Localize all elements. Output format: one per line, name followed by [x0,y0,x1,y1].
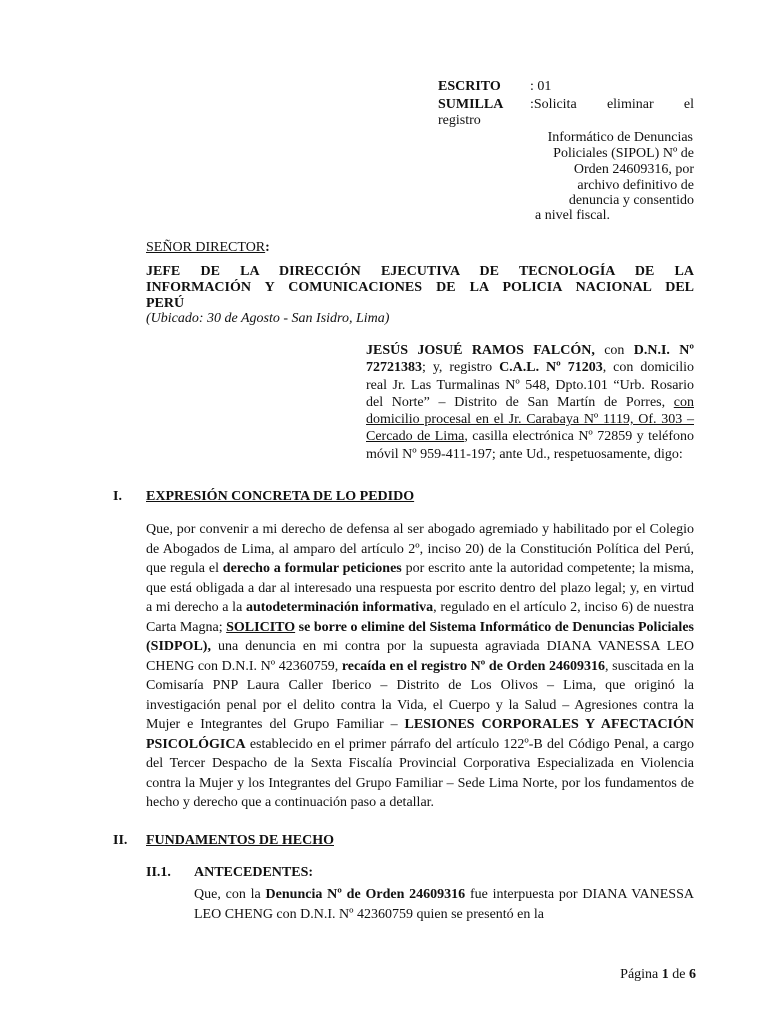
s1-bold-lesiones: LESIONES CORPORALES Y AFECTACIÓN PSICOLÓGICA [146,717,694,752]
section-2-paragraph [194,885,694,925]
sumilla-line-1: registro [438,113,481,128]
page-total: 6 [689,967,696,982]
sumilla-line-3: Policiales (SIPOL) Nº de [553,146,694,161]
subsection-title: ANTECEDENTES: [194,865,314,880]
s1-bold-autodeterminacion: autodeterminación informativa [245,600,434,615]
section-2-number: II. [113,833,128,848]
salutation-text: SEÑOR DIRECTOR [146,240,266,255]
sumilla-line-7: a nivel fiscal. [535,208,611,223]
section-1-paragraph [146,520,694,813]
petitioner-text-4: , casilla electrónica Nº 72859 y teléfono móvil Nº 959-411-197; ante Ud., respetuosamente, digo: [366,429,694,462]
s1-text-2: por escrito ante la autoridad competente; la misma, que está obligada a dar al interesado una respuesta por escrito dentro del plazo legal; y, en virtud a mi derecho a la [146,561,695,615]
section-2-title: FUNDAMENTOS DE HECHO [146,833,334,848]
petitioner-dni: 72721383 [366,360,422,376]
s2-bold-denuncia: Denuncia Nº de Orden 24609316 [265,887,466,902]
sumilla-label: SUMILLA [438,97,504,112]
page-label: Página [620,967,662,982]
sumilla-line-5: archivo definitivo de [577,178,694,193]
petitioner-text-2: ; y, registro [422,360,500,376]
escrito-label: ESCRITO [438,79,501,94]
s1-text-5: , suscitada en la Comisaría PNP Laura Caller Iberico – Distrito de Los Olivos – Lima, que originó la investigación penal por el delito contra la Vida, el Cuerpo y la Salud – Agresiones contra la Mujer e Integrantes del Grupo Familiar – [146,658,694,732]
addressee-title-line-1: JEFE DE LA DIRECCIÓN EJECUTIVA DE TECNOLOGÍA DE LA [146,264,694,279]
addressee-title-line-3: PERÚ [146,296,185,311]
s1-solicito: SOLICITO [226,619,296,635]
page-of: de [668,967,689,982]
petitioner-dni-label: D.N.I. Nº [633,343,695,358]
s2-text-1: Que, con la [194,887,266,902]
s1-bold-peticiones: derecho a formular peticiones [222,561,402,576]
addressee-location: (Ubicado: 30 de Agosto - San Isidro, Lima) [146,311,390,326]
subsection-number: II.1. [146,865,171,880]
petitioner-text-3: , con domicilio real Jr. Las Turmalinas Nº 548, Dpto.101 “Urb. Rosario del Norte” – Distrito de San Martín de Porres, [366,360,694,410]
s1-bold-registro: recaída en el registro Nº de Orden 24609316 [341,658,606,674]
s2-text-2: fue interpuesta por DIANA VANESSA LEO CHENG con D.N.I. Nº 42360759 quien se presentó en la [194,887,694,922]
sumilla-first-line: :Solicita eliminar el [530,97,694,112]
petitioner-cal: C.A.L. Nº 71203 [499,360,603,376]
sumilla-line-4: Orden 24609316, por [573,162,694,177]
s1-bold-sidpol: se borre o elimine del Sistema Informático de Denuncias Policiales (SIDPOL), [146,619,694,654]
salutation-colon: : [265,240,270,255]
escrito-line [438,78,694,97]
salutation [146,239,270,258]
s1-text-6: establecido en el primer párrafo del artículo 122º-B del Código Penal, a cargo del Tercer Despacho de la Sexta Fiscalía Provincial Corporativa Especializada en Violencia contra la Mujer y los Integrantes del Grupo Familiar – Sede Lima Norte, por los fundamentos de hecho y derecho que a continuación paso a detallar. [146,736,694,810]
s1-text-1: Que, por convenir a mi derecho de defensa al ser abogado agremiado y habilitado por el Colegio de Abogados de Lima, al amparo del artículo 2º, inciso 20) de la Constitución Política del Perú, que regula el [146,522,694,576]
page-footer [620,966,696,985]
escrito-value: : 01 [530,79,552,94]
sumilla-line-2: Informático de Denuncias [547,130,693,145]
petitioner-block [366,342,694,463]
section-1-number: I. [113,489,122,504]
page-number: 1 [661,967,669,982]
section-1-title: EXPRESIÓN CONCRETA DE LO PEDIDO [146,489,415,504]
s1-text-3: , regulado en el artículo 2, inciso 6) de nuestra Carta Magna; [146,600,694,635]
petitioner-name: JESÚS JOSUÉ RAMOS FALCÓN, [366,343,595,358]
s1-text-4: una denuncia en mi contra por la supuesta agraviada DIANA VANESSA LEO CHENG con D.N.I. Nº 42360759, [146,639,694,674]
petitioner-procesal-address: con domicilio procesal en el Jr. Carabaya Nº 1119, Of. 303 – Cercado de Lima [366,394,694,445]
addressee-title-line-2: INFORMACIÓN Y COMUNICACIONES DE LA POLICIA NACIONAL DEL [146,280,694,295]
petitioner-text-1: con [594,343,634,358]
sumilla-line-6: denuncia y consentido [568,193,694,208]
